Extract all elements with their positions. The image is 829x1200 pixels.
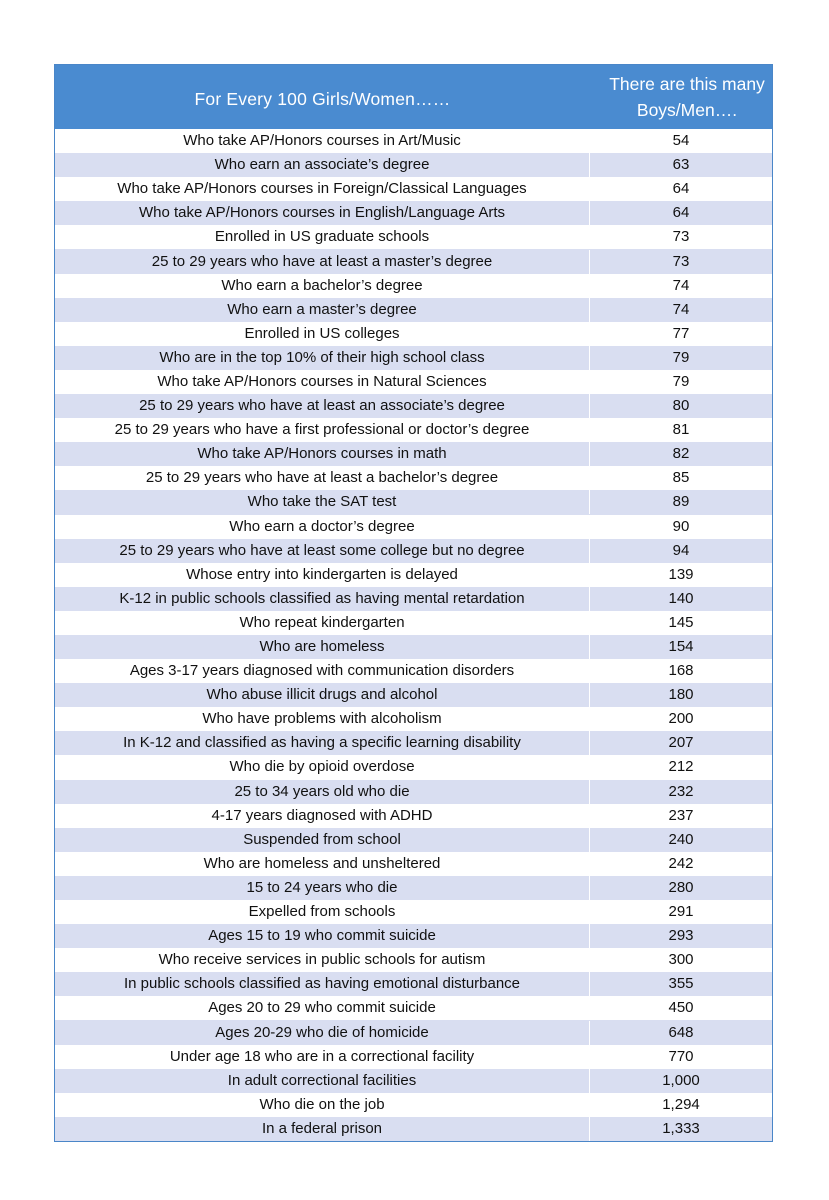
row-label: In K-12 and classified as having a specific learning disability (55, 731, 590, 755)
row-value: 242 (668, 854, 694, 872)
table-row (55, 683, 772, 707)
row-label: Whose entry into kindergarten is delayed (55, 563, 590, 587)
table-row (55, 707, 772, 731)
row-value: 212 (668, 758, 694, 776)
table-row (55, 177, 772, 201)
table-row (55, 996, 772, 1020)
table-row (55, 972, 772, 996)
row-label: 25 to 29 years who have at least an associate’s degree (55, 394, 590, 418)
row-value: 180 (668, 686, 694, 704)
row-label: Who are homeless and unsheltered (55, 852, 590, 876)
row-label: In public schools classified as having emotional disturbance (55, 972, 590, 996)
table-row (55, 731, 772, 755)
comparison-table (54, 64, 773, 1142)
row-value: 355 (668, 975, 694, 993)
row-label: In a federal prison (55, 1117, 590, 1141)
row-label: Who are homeless (55, 635, 590, 659)
row-value: 79 (672, 348, 690, 366)
row-value: 232 (668, 782, 694, 800)
table-row (55, 755, 772, 779)
row-value: 770 (668, 1047, 694, 1065)
table-row (55, 201, 772, 225)
table-row (55, 876, 772, 900)
table-row (55, 611, 772, 635)
row-value: 140 (668, 589, 694, 607)
row-label: Who take the SAT test (55, 490, 590, 514)
row-label: Suspended from school (55, 828, 590, 852)
table-row (55, 659, 772, 683)
row-value: 300 (668, 951, 694, 969)
table-row (55, 1045, 772, 1069)
row-label: 25 to 29 years who have at least some college but no degree (55, 539, 590, 563)
table-row (55, 418, 772, 442)
row-value: 450 (668, 999, 694, 1017)
table-row (55, 298, 772, 322)
row-label: 25 to 34 years old who die (55, 780, 590, 804)
table-row (55, 274, 772, 298)
row-label: 4-17 years diagnosed with ADHD (55, 804, 590, 828)
row-label: Expelled from schools (55, 900, 590, 924)
table-row (55, 828, 772, 852)
header-girls-women: For Every 100 Girls/Women…… (194, 88, 451, 109)
row-label: Who take AP/Honors courses in math (55, 442, 590, 466)
row-label: Ages 3-17 years diagnosed with communication disorders (55, 659, 590, 683)
table-row (55, 539, 772, 563)
table-row (55, 490, 772, 514)
row-value: 139 (668, 565, 694, 583)
row-value: 168 (668, 662, 694, 680)
row-label: Who take AP/Honors courses in Natural Sciences (55, 370, 590, 394)
row-value: 94 (672, 541, 690, 559)
row-value: 1,294 (662, 1095, 700, 1113)
table-row (55, 442, 772, 466)
row-label: Who repeat kindergarten (55, 611, 590, 635)
table-row (55, 1117, 772, 1141)
table-row (55, 225, 772, 249)
row-value: 89 (672, 493, 690, 511)
row-value: 207 (668, 734, 694, 752)
row-value: 63 (672, 156, 690, 174)
row-value: 648 (668, 1023, 694, 1041)
row-label: Enrolled in US graduate schools (55, 225, 590, 249)
row-label: Under age 18 who are in a correctional facility (55, 1045, 590, 1069)
row-label: Who earn a master’s degree (55, 298, 590, 322)
row-value: 80 (672, 397, 690, 415)
row-value: 85 (672, 469, 690, 487)
row-label: Ages 20-29 who die of homicide (55, 1021, 590, 1045)
row-label: Who earn a doctor’s degree (55, 515, 590, 539)
row-value: 154 (668, 638, 694, 656)
header-boys-men (590, 65, 772, 129)
row-value: 293 (668, 927, 694, 945)
row-label: Who earn a bachelor’s degree (55, 274, 590, 298)
row-value: 81 (672, 421, 690, 439)
row-value: 240 (668, 830, 694, 848)
row-value: 79 (672, 372, 690, 390)
table-row (55, 249, 772, 273)
row-value: 82 (672, 445, 690, 463)
table-row (55, 563, 772, 587)
table-row (55, 1020, 772, 1044)
row-value: 74 (672, 300, 690, 318)
row-label: Who receive services in public schools for autism (55, 948, 590, 972)
row-value: 1,000 (662, 1071, 700, 1089)
row-label: Who are in the top 10% of their high school class (55, 346, 590, 370)
row-label: Who take AP/Honors courses in Foreign/Classical Languages (55, 177, 590, 201)
table-row (55, 924, 772, 948)
row-value: 291 (668, 903, 694, 921)
row-value: 74 (672, 276, 690, 294)
row-label: Who have problems with alcoholism (55, 707, 590, 731)
row-value: 64 (672, 204, 690, 222)
row-label: In adult correctional facilities (55, 1069, 590, 1093)
row-label: 25 to 29 years who have at least a bachelor’s degree (55, 466, 590, 490)
table-header (55, 65, 772, 129)
table-row (55, 322, 772, 346)
row-value: 54 (672, 132, 690, 150)
table-row (55, 153, 772, 177)
table-row (55, 852, 772, 876)
table-row (55, 394, 772, 418)
row-value: 145 (668, 613, 694, 631)
table-row (55, 804, 772, 828)
table-row (55, 346, 772, 370)
header-boys-men-line2: Boys/Men…. (636, 100, 738, 120)
row-value: 90 (672, 517, 690, 535)
row-value: 237 (668, 806, 694, 824)
row-label: Who earn an associate’s degree (55, 153, 590, 177)
row-label: Ages 20 to 29 who commit suicide (55, 996, 590, 1020)
table-row (55, 635, 772, 659)
row-value: 64 (672, 180, 690, 198)
header-boys-men-line1: There are this many (609, 74, 765, 94)
row-value: 77 (672, 324, 690, 342)
row-label: Enrolled in US colleges (55, 322, 590, 346)
table-row (55, 587, 772, 611)
table-row (55, 129, 772, 153)
row-value: 280 (668, 878, 694, 896)
row-label: Who die by opioid overdose (55, 755, 590, 779)
row-value: 200 (668, 710, 694, 728)
row-label: Who take AP/Honors courses in Art/Music (55, 129, 590, 153)
row-label: 25 to 29 years who have at least a master’s degree (55, 250, 590, 274)
table-body (55, 129, 772, 1141)
row-label: K-12 in public schools classified as having mental retardation (55, 587, 590, 611)
table-row (55, 948, 772, 972)
row-value: 73 (672, 252, 690, 270)
row-label: Ages 15 to 19 who commit suicide (55, 924, 590, 948)
table-row (55, 515, 772, 539)
row-label: Who die on the job (55, 1093, 590, 1117)
row-label: 15 to 24 years who die (55, 876, 590, 900)
row-value: 1,333 (662, 1119, 700, 1137)
table-row (55, 466, 772, 490)
table-row (55, 1069, 772, 1093)
row-value: 73 (672, 228, 690, 246)
table-row (55, 370, 772, 394)
row-label: Who take AP/Honors courses in English/Language Arts (55, 201, 590, 225)
row-label: Who abuse illicit drugs and alcohol (55, 683, 590, 707)
table-row (55, 900, 772, 924)
table-row (55, 780, 772, 804)
row-label: 25 to 29 years who have a first professional or doctor’s degree (55, 418, 590, 442)
table-row (55, 1093, 772, 1117)
